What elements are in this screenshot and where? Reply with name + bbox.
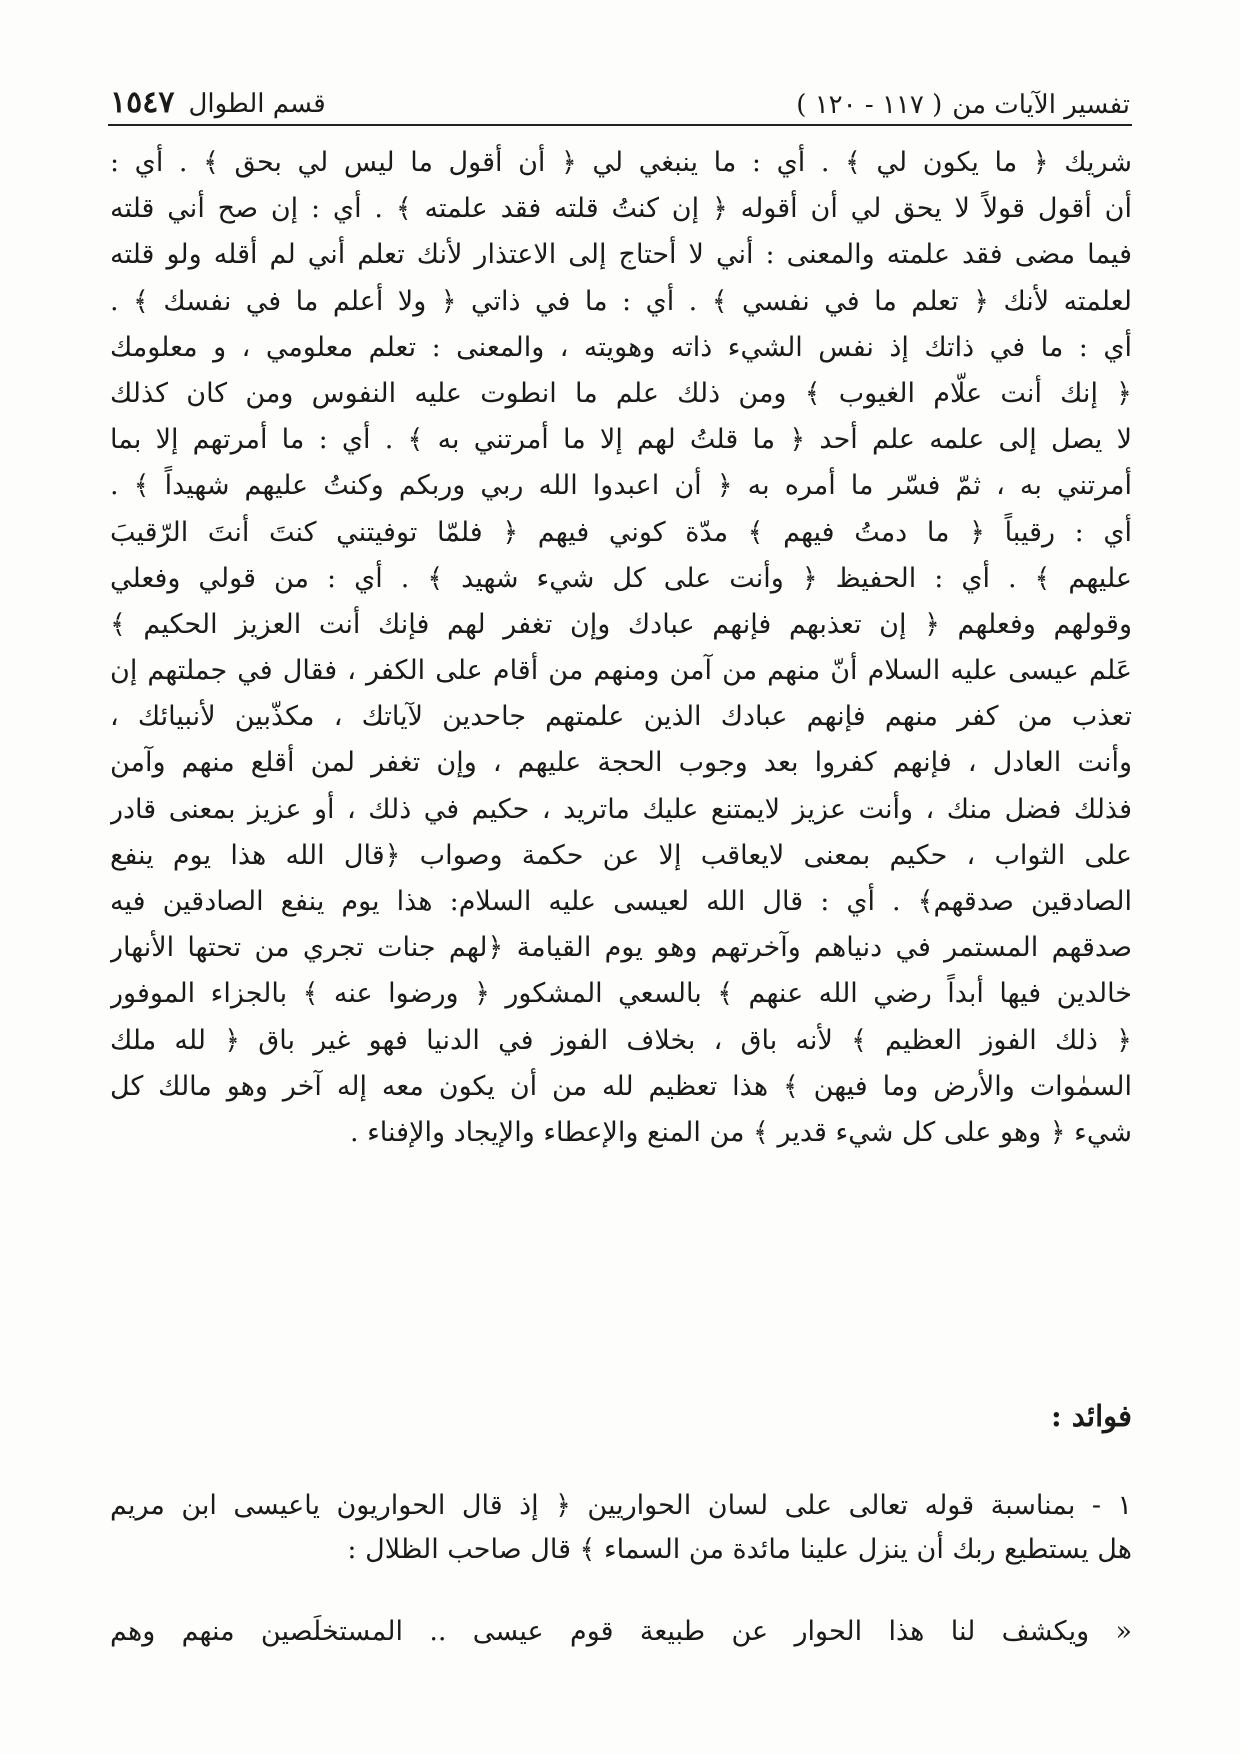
text-line: وأنت العادل ، فإنهم كفروا بعد وجوب الحجة عليهم ، وإن تغفر لمن أقلع منهم وآمن: [110, 747, 1132, 779]
text-line: على الثواب ، حكيم بمعنى لايعاقب إلا عن حكمة وصواب ﴿قال الله هذا يوم ينفع: [110, 839, 1132, 871]
text-line: أي : رقيباً ﴿ ما دمتُ فيهم ﴾ مدّة كوني فيهم ﴿ فلمّا توفيتني كنتَ أنتَ الرّقيبَ: [110, 516, 1132, 548]
text-line: لا يصل إلى علمه علم أحد ﴿ ما قلتُ لهم إلا ما أمرتني به ﴾ . أي : ما أمرتهم إلا بما: [110, 424, 1132, 456]
text-line: السمٰوات والأرض وما فيهن ﴾ هذا تعظيم لله من أن يكون معه إله آخر وهو مالك كل: [110, 1070, 1132, 1102]
text-line: شريك ﴿ ما يكون لي ﴾ . أي : ما ينبغي لي ﴿ أن أقول ما ليس لي بحق ﴾ . أي :: [110, 147, 1132, 178]
text-line: عليهم ﴾ . أي : الحفيظ ﴿ وأنت على كل شيء شهيد ﴾ . أي : من قولي وفعلي: [110, 562, 1132, 594]
text-line: خالدين فيها أبداً رضي الله عنهم ﴾ بالسعي المشكور ﴿ ورضوا عنه ﴾ بالجزاء الموفور: [110, 978, 1132, 1010]
text-line: فذلك فضل منك ، وأنت عزيز لايمتنع عليك ماتريد ، حكيم في ذلك ، أو عزيز بمعنى قادر: [110, 793, 1132, 825]
text-line: ١ - بمناسبة قوله تعالى على لسان الحواريين ﴿ إذ قال الحواريون ياعيسى ابن مريم: [110, 1490, 1132, 1521]
verse-range: ( ١١٧ - ١٢٠ ): [796, 90, 943, 120]
header-divider: [108, 124, 1132, 126]
text-line: شيء ﴿ وهو على كل شيء قدير ﴾ من المنع والإعطاء والإيجاد والإفناء .: [349, 1116, 1132, 1148]
page-number: ١٥٤٧: [110, 85, 175, 120]
text-line: فيما مضى فقد علمته والمعنى : أني لا أحتاج إلى الاعتذار لأنك تعلم أني لم أقله ولو قلته: [110, 239, 1132, 271]
text-line: أي : ما في ذاتك إذ نفس الشيء ذاته وهويته ، والمعنى : تعلم معلومي ، و معلومك: [110, 331, 1132, 363]
text-line: ﴿ ذلك الفوز العظيم ﴾ لأنه باق ، بخلاف الفوز في الدنيا فهو غير باق ﴿ لله ملك: [110, 1024, 1132, 1056]
section-and-page: [110, 85, 326, 120]
tafsir-body-text: [110, 140, 1132, 1156]
quotation-text: [110, 1610, 1132, 1654]
text-line: ﴿ إنك أنت علّام الغيوب ﴾ ومن ذلك علم ما انطوت عليه النفوس ومن كان كذلك: [110, 377, 1132, 409]
running-title: [796, 90, 1130, 120]
fawaid-notes: [110, 1484, 1132, 1572]
text-line: صدقهم المستمر في دنياهم وآخرتهم وهو يوم القيامة ﴿لهم جنات تجري من تحتها الأنهار: [110, 932, 1132, 964]
section-name: قسم الطوال: [188, 89, 326, 119]
fawaid-heading: فوائد :: [1051, 1399, 1132, 1433]
text-line: وقولهم وفعلهم ﴿ إن تعذبهم فإنهم عبادك وإن تغفر لهم فإنك أنت العزيز الحكيم ﴾: [110, 608, 1132, 640]
text-line: أن أقول قولاً لا يحق لي أن أقوله ﴿ إن كنتُ قلته فقد علمته ﴾ . أي : إن صح أني قلته: [110, 193, 1132, 225]
page-header: [110, 70, 1130, 120]
text-line: أمرتني به ، ثمّ فسّر ما أمره به ﴿ أن اعبدوا الله ربي وربكم وكنتُ عليهم شهيداً ﴾ .: [110, 470, 1132, 502]
text-line: تعذب من كفر منهم فإنهم عبادك الذين علمتهم جاحدين لآياتك ، مكذّبين لأنبيائك ،: [110, 701, 1132, 733]
text-line: عَلم عيسى عليه السلام أنّ منهم من آمن ومنهم من أقام على الكفر ، فقال في جملتهم إن: [110, 655, 1132, 687]
text-line: لعلمته لأنك ﴿ تعلم ما في نفسي ﴾ . أي : ما في ذاتي ﴿ ولا أعلم ما في نفسك ﴾ .: [110, 285, 1132, 317]
text-line: « ويكشف لنا هذا الحوار عن طبيعة قوم عيسى .. المستخلَصين منهم وهم: [110, 1616, 1132, 1647]
running-title-text: تفسير الآيات من: [952, 90, 1130, 120]
text-line: هل يستطيع ربك أن ينزل علينا مائدة من السماء ﴾ قال صاحب الظلال :: [347, 1534, 1132, 1565]
text-line: الصادقين صدقهم﴾ . أي : قال الله لعيسى عليه السلام: هذا يوم ينفع الصادقين فيه: [110, 886, 1132, 917]
